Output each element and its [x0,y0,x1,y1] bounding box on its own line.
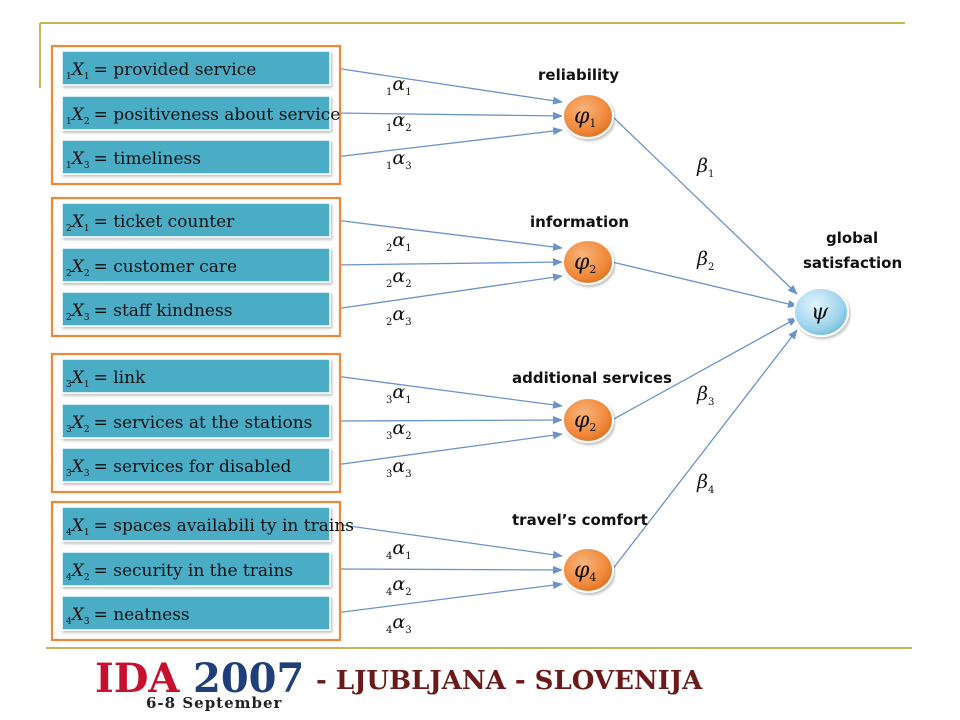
alpha-weight [386,573,412,598]
indicator-prefix: 2 [66,269,72,279]
group-1 [52,46,340,184]
indicator-variable: X [71,413,84,433]
indicator-label [66,105,340,127]
global-label-line2: satisfaction [803,254,903,272]
indicator-variable: X [71,105,84,125]
alpha-index: 1 [405,243,412,254]
beta-weight [696,248,714,273]
global-satisfaction-node [794,229,902,336]
beta-weight [696,471,714,496]
latent-node-label: travel’s comfort [512,511,648,529]
alpha-index: 2 [405,587,412,598]
path-arrow [612,330,797,570]
beta-symbol: β [697,471,708,493]
alpha-weight [386,229,412,254]
indicator-box [62,248,330,282]
alpha-index: 3 [405,317,412,328]
alpha-index: 2 [405,123,412,134]
phi-symbol: φ [574,408,590,433]
indicator-box [62,507,354,541]
alpha-index: 3 [405,625,412,636]
indicator-prefix: 4 [66,573,72,583]
alpha-symbol: α [392,303,406,325]
alpha-index: 1 [405,395,412,406]
indicator-label [66,561,293,583]
indicator-prefix: 4 [66,528,72,538]
indicator-index: 2 [83,269,90,279]
indicator-label [66,413,312,435]
indicator-box [62,596,330,630]
indicator-index: 3 [83,313,90,323]
alpha-weight [386,109,412,134]
phi-symbol: φ [574,104,590,129]
alpha-weight [386,303,412,328]
indicator-variable: X [71,212,84,232]
alpha-weight [386,265,412,290]
indicator-index: 3 [83,161,90,171]
indicator-variable: X [71,457,84,477]
psi-symbol: ψ [811,300,829,325]
indicator-text: = link [93,368,146,388]
alpha-index: 2 [405,279,412,290]
beta-index: 3 [707,397,715,408]
loading-arrow [335,68,562,102]
beta-symbol: β [697,383,708,405]
indicator-prefix: 1 [66,161,72,171]
indicator-box [62,404,330,438]
indicator-text: = security in the trains [93,561,294,581]
alpha-prefix: 2 [386,243,393,254]
indicator-box [62,448,330,482]
footer-logo [95,655,703,712]
indicator-box [62,552,330,586]
indicator-box [62,140,330,174]
alpha-prefix: 4 [386,625,393,636]
alpha-weight [386,455,412,480]
indicator-index: 1 [83,224,90,234]
loading-arrow [335,420,562,421]
indicator-index: 1 [83,528,90,538]
indicator-index: 1 [83,72,90,82]
alpha-symbol: α [392,265,406,287]
footer-dates: 6-8 September [146,694,283,712]
alpha-index: 3 [405,469,412,480]
alpha-prefix: 1 [386,123,393,134]
global-label-line1: global [826,229,879,247]
alpha-symbol: α [392,147,406,169]
indicator-variable: X [71,561,84,581]
latent-node-label: additional services [512,369,672,387]
indicator-prefix: 1 [66,72,72,82]
indicator-box [62,359,330,393]
alpha-prefix: 3 [386,431,393,442]
indicator-index: 2 [83,117,90,127]
alpha-symbol: α [392,455,406,477]
loading-arrow [335,569,562,570]
indicator-prefix: 4 [66,617,72,627]
indicator-index: 2 [83,425,90,435]
indicator-variable: X [71,301,84,321]
indicator-prefix: 1 [66,117,72,127]
indicator-text: = positiveness about service [93,105,341,125]
alpha-index: 3 [405,161,412,172]
beta-weight [696,155,714,180]
alpha-weight [386,611,412,636]
alpha-prefix: 4 [386,587,393,598]
alpha-prefix: 1 [386,87,393,98]
phi-index: 1 [589,117,597,130]
latent-node-3 [512,369,672,442]
latent-node-label: information [530,213,630,231]
latent-node-2 [530,213,629,284]
alpha-symbol: α [392,381,406,403]
alpha-prefix: 4 [386,551,393,562]
indicator-text: = timeliness [93,149,202,169]
phi-index: 2 [589,263,597,276]
indicator-text: = provided service [93,60,257,80]
indicator-prefix: 3 [66,380,72,390]
indicator-variable: X [71,516,84,536]
latent-node-label: reliability [538,66,620,84]
indicator-text: = customer care [93,257,238,277]
loading-arrow [335,584,562,613]
indicator-variable: X [71,149,84,169]
indicator-label [66,368,146,390]
alpha-symbol: α [392,573,406,595]
loading-arrow [335,113,562,116]
loading-arrow [335,220,562,248]
alpha-prefix: 2 [386,279,393,290]
indicator-index: 1 [83,380,90,390]
phi-index: 4 [589,571,597,584]
loading-arrow [335,276,562,309]
indicator-index: 2 [83,573,90,583]
beta-index: 4 [707,485,715,496]
alpha-weight [386,537,412,562]
beta-weight [696,383,714,408]
group-3 [52,354,340,492]
phi-index: 2 [589,421,597,434]
indicator-box [62,96,340,130]
indicator-label [66,457,292,479]
indicator-label [66,60,256,82]
indicator-text: = services for disabled [93,457,292,477]
footer-city: - LJUBLJANA - SLOVENIJA [316,666,703,696]
alpha-symbol: α [392,537,406,559]
indicator-variable: X [71,257,84,277]
group-2 [52,198,340,336]
alpha-symbol: α [392,229,406,251]
alpha-symbol: α [392,417,406,439]
alpha-weight [386,381,412,406]
footer-year: 2007 [193,655,305,702]
alpha-prefix: 3 [386,469,393,480]
alpha-index: 2 [405,431,412,442]
indicator-text: = ticket counter [93,212,235,232]
loading-arrow [335,262,562,265]
indicator-text: = spaces availabili ty in trains [93,516,354,536]
indicator-prefix: 3 [66,469,72,479]
alpha-prefix: 2 [386,317,393,328]
indicator-box [62,292,330,326]
indicator-variable: X [71,368,84,388]
phi-symbol: φ [574,558,590,583]
indicator-box [62,203,330,237]
beta-index: 1 [707,169,715,180]
beta-symbol: β [697,248,708,270]
indicator-label [66,516,354,538]
latent-node-1 [538,66,619,138]
beta-symbol: β [697,155,708,177]
alpha-index: 1 [405,87,412,98]
group-4 [52,502,354,640]
indicator-prefix: 2 [66,224,72,234]
alpha-symbol: α [392,73,406,95]
indicator-text: = services at the stations [93,413,313,433]
indicator-text: = neatness [93,605,190,625]
alpha-symbol: α [392,109,406,131]
indicator-index: 3 [83,617,90,627]
indicator-index: 3 [83,469,90,479]
alpha-prefix: 1 [386,161,393,172]
alpha-prefix: 3 [386,395,393,406]
alpha-symbol: α [392,611,406,633]
indicator-prefix: 2 [66,313,72,323]
loading-arrow [335,434,562,465]
phi-symbol: φ [574,250,590,275]
footer-ida: IDA [95,655,180,702]
indicator-variable: X [71,605,84,625]
loading-arrow [335,130,562,157]
beta-index: 2 [707,262,715,273]
indicator-text: = staff kindness [93,301,233,321]
indicator-box [62,51,330,85]
indicator-prefix: 3 [66,425,72,435]
indicator-variable: X [71,60,84,80]
alpha-index: 1 [405,551,412,562]
